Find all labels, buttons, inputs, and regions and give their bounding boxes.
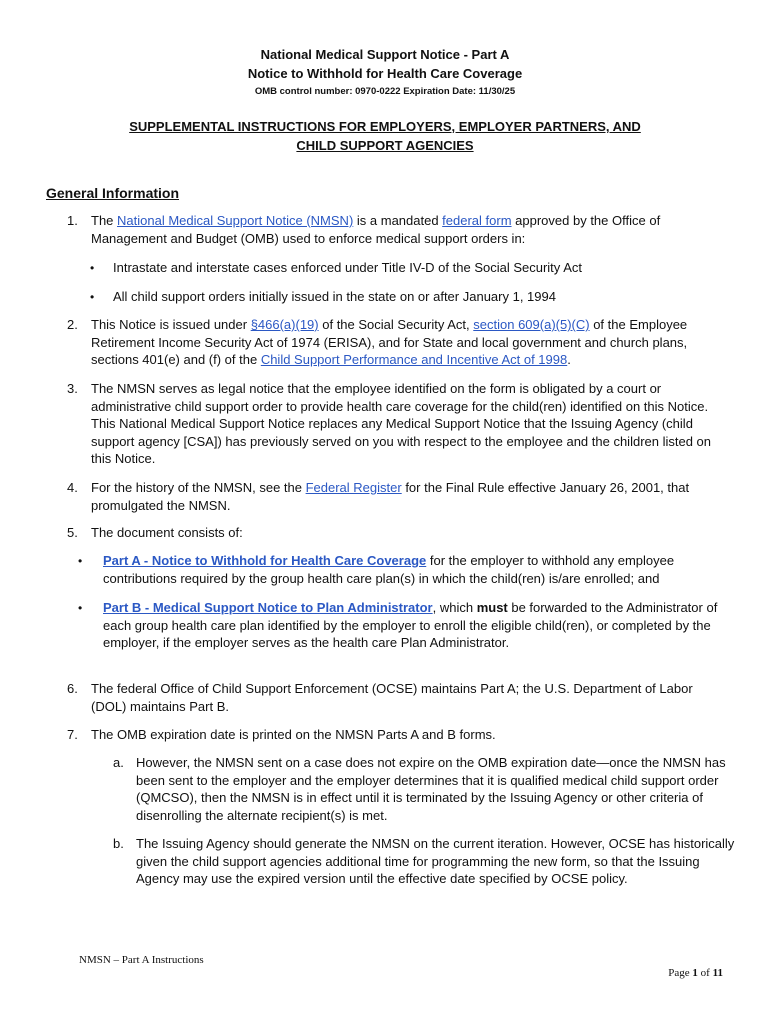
supplemental-heading-line2: CHILD SUPPORT AGENCIES xyxy=(296,138,474,153)
footer-label: NMSN – Part A Instructions xyxy=(79,954,204,966)
item-number-5: 5. xyxy=(67,525,78,540)
supplemental-heading-line1: SUPPLEMENTAL INSTRUCTIONS FOR EMPLOYERS, EMPLOYER PARTNERS, AND xyxy=(129,119,641,134)
item-text-7: The OMB expiration date is printed on the NMSN Parts A and B forms. xyxy=(91,727,496,742)
part-b-text-a: , which xyxy=(432,600,477,615)
part-b-text-b: be forwarded to the Administrator of each group health care plan identified by the employer to enroll the eligible child(ren), or completed by the employer, if the employer serves as the health care Plan Administrator. xyxy=(103,600,718,650)
item-1-text-c: approved by the Office of Management and Budget (OMB) used to enforce medical support orders in: xyxy=(91,213,661,246)
part-b-link[interactable]: Part B - Medical Support Notice to Plan Administrator xyxy=(103,600,433,615)
federal-form-link[interactable]: federal form xyxy=(442,213,512,228)
item-2-text-b: of the Social Security Act, xyxy=(318,317,474,332)
bullet-text-intrastate: Intrastate and interstate cases enforced under Title IV-D of the Social Security Act xyxy=(113,260,582,275)
section-466-link[interactable]: §466(a)(19) xyxy=(250,317,319,332)
item-2-text-d: . xyxy=(567,352,571,367)
item-number-4: 4. xyxy=(67,480,78,495)
page-label: Page xyxy=(668,967,693,979)
item-number-3: 3. xyxy=(67,381,78,396)
must-emphasis: must xyxy=(476,600,508,615)
bullet-icon: • xyxy=(78,554,83,568)
item-text-5: The document consists of: xyxy=(91,525,243,540)
subitem-label-b: b. xyxy=(113,836,124,851)
item-2-text-c: of the Employee Retirement Income Security Act of 1974 (ERISA), and for State and local government and church plans, sections 401(e) and (f) of the xyxy=(91,317,688,367)
bullet-icon: • xyxy=(90,261,95,275)
bullet-icon: • xyxy=(78,601,83,615)
item-text-2 xyxy=(91,316,731,369)
page-current: 1 xyxy=(692,967,698,979)
page-total: 11 xyxy=(712,967,723,979)
item-number-6: 6. xyxy=(67,681,78,696)
subitem-text-b: The Issuing Agency should generate the NMSN on the current iteration. However, OCSE has historically given the child support agencies additional time for programming the new form, so that the Issuing Agency may use the expired version until the effective date specified by OCSE policy. xyxy=(136,836,735,886)
subitem-label-a: a. xyxy=(113,755,124,770)
item-text-3: The NMSN serves as legal notice that the employee identified on the form is obligated by a court or administrative child support order to provide health care coverage for the child(ren) identified on this Notice. This National Medical Support Notice replaces any Medical Support Notice that the Issuing Agency (child support agency [CSA]) has previously served on you with respect to the employee and the children listed on this Notice. xyxy=(91,381,712,466)
item-text-6: The federal Office of Child Support Enforcement (OCSE) maintains Part A; the U.S. Department of Labor (DOL) maintains Part B. xyxy=(91,681,693,714)
item-1-text-a: The xyxy=(91,213,118,228)
child-support-act-link[interactable]: Child Support Performance and Incentive Act of 1998 xyxy=(260,352,568,367)
item-4-text-a: For the history of the NMSN, see the xyxy=(91,480,306,495)
document-title: National Medical Support Notice - Part A xyxy=(260,47,510,62)
federal-register-link[interactable]: Federal Register xyxy=(305,480,402,495)
part-a-link[interactable]: Part A - Notice to Withhold for Health Care Coverage xyxy=(103,553,427,568)
item-4-text-b: for the Final Rule effective January 26, 2001, that promulgated the NMSN. xyxy=(91,480,690,513)
part-a-description: for the employer to withhold any employee contributions required by the group health care plan(s) in which the child(ren) is/are enrolled; and xyxy=(103,553,675,586)
page-of: of xyxy=(697,967,713,979)
item-text-1 xyxy=(91,212,731,247)
item-number-7: 7. xyxy=(67,727,78,742)
bullet-icon: • xyxy=(90,290,95,304)
item-1-text-b: is a mandated xyxy=(353,213,443,228)
item-text-4 xyxy=(91,479,731,514)
item-2-text-a: This Notice is issued under xyxy=(91,317,251,332)
bullet-text-all-orders: All child support orders initially issued in the state on or after January 1, 1994 xyxy=(113,289,556,304)
section-609-link[interactable]: section 609(a)(5)(C) xyxy=(473,317,590,332)
document-subtitle: Notice to Withhold for Health Care Coverage xyxy=(247,66,523,81)
item-number-1: 1. xyxy=(67,213,78,228)
bullet-text-part-a xyxy=(103,552,733,587)
bullet-text-part-b xyxy=(103,599,733,652)
nmsn-link[interactable]: National Medical Support Notice (NMSN) xyxy=(117,213,354,228)
section-heading-general-information: General Information xyxy=(46,185,180,201)
page-number xyxy=(668,966,723,980)
omb-control-line: OMB control number: 0970-0222 Expiration Date: 11/30/25 xyxy=(254,86,516,97)
subitem-text-a: However, the NMSN sent on a case does not expire on the OMB expiration date—once the NMSN has been sent to the employer and the employer determines that it is qualified medical child support order (QMCSO), then the NMSN is in effect until it is terminated by the Issuing Agency or other criteria of disenrolling the alternate recipient(s) is met. xyxy=(136,755,726,823)
item-number-2: 2. xyxy=(67,317,78,332)
